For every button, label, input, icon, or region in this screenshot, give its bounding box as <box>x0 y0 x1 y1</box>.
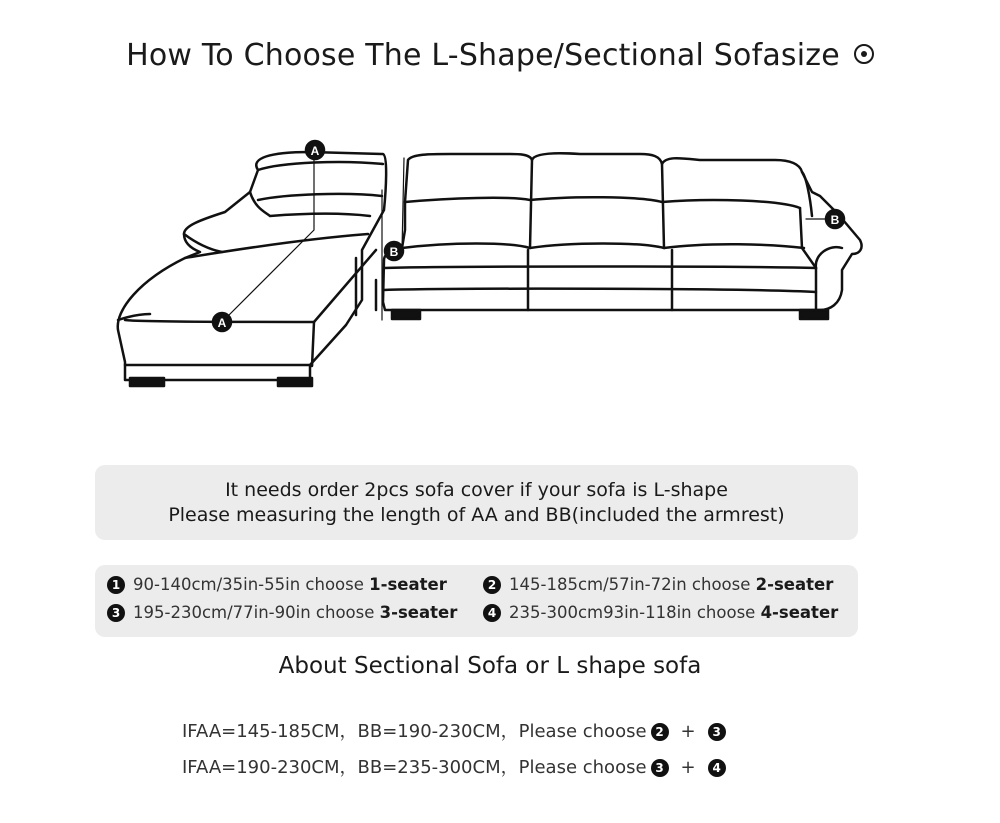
number-badge: 3 <box>651 759 669 777</box>
plus-sign: + <box>680 757 696 778</box>
order-note-line-1: It needs order 2pcs sofa cover if your sofa is L-shape <box>225 478 728 501</box>
option-2-range: 145-185cm/57in-72in choose <box>509 575 756 594</box>
option-3-seater: 3-seater <box>379 603 458 622</box>
number-badge-4: 4 <box>483 604 501 622</box>
l-shape-sofa-diagram <box>100 130 880 400</box>
marker-a-top <box>306 141 324 159</box>
option-4-range: 235-300cm93in-118in choose <box>509 603 761 622</box>
title-text: How To Choose The L-Shape/Sectional Sofasize <box>126 38 840 73</box>
order-note-box <box>95 465 858 540</box>
number-badge: 2 <box>651 723 669 741</box>
size-options-box <box>95 565 858 637</box>
option-2-seater: 2-seater <box>755 575 834 594</box>
number-badge-3: 3 <box>107 604 125 622</box>
rule-2 <box>182 753 730 779</box>
option-1-seater: 1-seater <box>369 575 447 594</box>
option-4 <box>483 603 838 622</box>
marker-a-bottom <box>213 313 231 331</box>
section-subtitle: About Sectional Sofa or L shape sofa <box>278 653 702 679</box>
number-badge-1: 1 <box>107 576 125 594</box>
option-1-range: 90-140cm/35in-55in choose <box>133 575 370 594</box>
option-3-range: 195-230cm/77in-90in choose <box>133 603 380 622</box>
order-note-line-2: Please measuring the length of AA and BB(included the armrest) <box>168 503 785 526</box>
main-sofa-section <box>382 153 862 320</box>
number-badge-2: 2 <box>483 576 501 594</box>
number-badge: 4 <box>708 759 726 777</box>
rule-1 <box>182 717 730 743</box>
chaise-section <box>118 150 386 386</box>
svg-text:B: B <box>389 245 399 259</box>
target-circle-icon <box>854 44 874 64</box>
plus-sign: + <box>680 721 696 742</box>
marker-b-left <box>385 242 403 260</box>
number-badge: 3 <box>708 723 726 741</box>
rule-1-text: IFAA=145-185CM，BB=190-230CM，Please choose <box>182 721 647 742</box>
rule-2-text: IFAA=190-230CM，BB=235-300CM，Please choose <box>182 757 647 778</box>
option-1 <box>107 575 447 594</box>
marker-b-right <box>826 210 844 228</box>
svg-text:B: B <box>830 213 840 227</box>
option-3 <box>107 603 457 622</box>
option-4-seater: 4-seater <box>760 603 839 622</box>
svg-text:A: A <box>217 316 227 330</box>
svg-text:A: A <box>310 144 320 158</box>
page-title <box>0 38 1000 73</box>
option-2 <box>483 575 833 594</box>
